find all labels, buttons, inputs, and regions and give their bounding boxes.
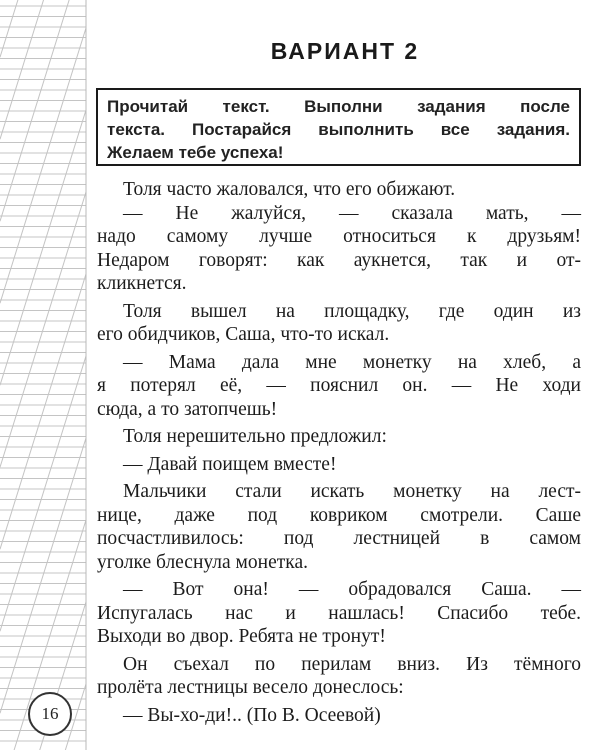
story-line: Толя часто жаловался, что его обижают. — [123, 179, 456, 200]
story-line: Мальчики стали искать монетку на лест- — [123, 481, 581, 502]
story-line: кликнется. — [97, 273, 187, 294]
story-line: пролёта лестницы весело донеслось: — [97, 677, 404, 698]
story-line: нице, даже под ковриком смотрели. Саше — [97, 504, 581, 526]
story-line: Он съехал по перилам вниз. Из тёмного — [123, 653, 581, 675]
story-line: сюда, а то затопчешь! — [97, 398, 278, 420]
page-number-badge — [28, 692, 72, 736]
story-line: посчастливилось: под лестницей в самом — [97, 528, 581, 549]
story-text — [97, 178, 581, 727]
story-line: уголке блеснула монетка. — [97, 551, 308, 573]
story-line: — Мама дала мне монетку на хлеб, а — [123, 351, 581, 373]
instructions-line: Желаем тебе успеха! — [107, 143, 284, 162]
story-line: Недаром говорят: как аукнется, так и от- — [97, 249, 581, 271]
story-line: Толя вышел на площадку, где один из — [123, 300, 581, 322]
story-line: Испугалась нас и нашлась! Спасибо тебе. — [97, 602, 581, 624]
page-number: 16 — [41, 704, 59, 723]
instructions-box — [96, 88, 581, 166]
story-line: — Давай поищем вместе! — [123, 453, 337, 475]
story-line: — Вы-хо-ди!.. (По В. Осеевой) — [123, 704, 381, 726]
instructions-line: Прочитай текст. Выполни задания после — [107, 97, 570, 116]
margin-ruling-lines — [0, 0, 90, 750]
story-line: Выходи во двор. Ребята не тронут! — [97, 626, 386, 647]
page-title: ВАРИАНТ 2 — [270, 38, 420, 64]
story-line: — Вот она! — обрадовался Саша. — — [123, 579, 581, 600]
story-line: его обидчиков, Саша, что-то искал. — [97, 324, 390, 345]
story-line: — Не жалуйся, — сказала мать, — — [123, 202, 581, 224]
instructions-line: текста. Постарайся выполнить все задания. — [107, 120, 570, 139]
story-line: надо самому лучше относиться к друзьям! — [97, 226, 581, 247]
story-line: я потерял её, — пояснил он. — Не ходи — [97, 375, 581, 396]
story-line: Толя нерешительно предложил: — [123, 426, 387, 447]
